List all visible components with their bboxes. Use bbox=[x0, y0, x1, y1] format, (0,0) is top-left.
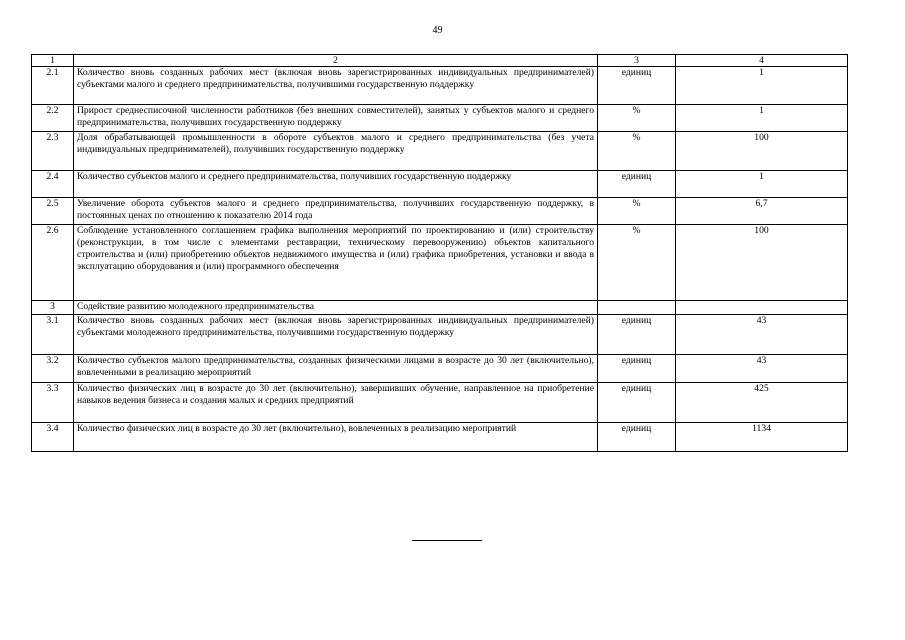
indicator-text: Количество физических лиц в возрасте до 30 лет (включительно), вовлеченных в реализацию мероприятий bbox=[74, 423, 598, 452]
indicator-text: Количество субъектов малого предпринимательства, созданных физическими лицами в возрасте до 30 лет (включительно), вовлеченными в реализацию мероприятий bbox=[74, 355, 598, 383]
row-number: 2.2 bbox=[32, 105, 74, 132]
unit-cell bbox=[598, 301, 676, 315]
table-row bbox=[32, 171, 848, 198]
value-cell: 1134 bbox=[676, 423, 848, 452]
unit-cell: % bbox=[598, 105, 676, 132]
end-rule bbox=[412, 540, 482, 541]
indicator-text: Количество вновь созданных рабочих мест (включая вновь зарегистрированных индивидуальных предпринимателей) субъектами малого и среднего предпринимательства, получившими государственную поддержку bbox=[74, 67, 598, 105]
value-cell: 43 bbox=[676, 315, 848, 355]
indicator-text: Увеличение оборота субъектов малого и среднего предпринимательства, получивших государственную поддержку, в постоянных ценах по отношению к показателю 2014 года bbox=[74, 198, 598, 225]
table-header-row bbox=[32, 55, 848, 67]
row-number: 2.1 bbox=[32, 67, 74, 105]
value-cell bbox=[676, 301, 848, 315]
table-row bbox=[32, 225, 848, 301]
column-header: 1 bbox=[32, 55, 74, 67]
page-number: 49 bbox=[432, 25, 443, 36]
indicator-text: Прирост среднесписочной численности работников (без внешних совместителей), занятых у субъектов малого и среднего предпринимательства, получивших государственную поддержку bbox=[74, 105, 598, 132]
value-cell: 1 bbox=[676, 171, 848, 198]
indicator-text: Количество вновь созданных рабочих мест (включая вновь зарегистрированных индивидуальных предпринимателей) субъектами молодежного предпринимательства, получившими государственную поддержку bbox=[74, 315, 598, 355]
indicator-text: Количество физических лиц в возрасте до 30 лет (включительно), завершивших обучение, направленное на приобретение навыков ведения бизнеса и создания малых и средних предприятий bbox=[74, 383, 598, 423]
value-cell: 425 bbox=[676, 383, 848, 423]
value-cell: 1 bbox=[676, 67, 848, 105]
row-number: 2.3 bbox=[32, 132, 74, 171]
table-row bbox=[32, 132, 848, 171]
section-title: Содействие развитию молодежного предпринимательства bbox=[74, 301, 598, 315]
unit-cell: единиц bbox=[598, 315, 676, 355]
table-row bbox=[32, 198, 848, 225]
row-number: 3.2 bbox=[32, 355, 74, 383]
table-row bbox=[32, 105, 848, 132]
value-cell: 100 bbox=[676, 132, 848, 171]
unit-cell: % bbox=[598, 198, 676, 225]
section-number: 3 bbox=[32, 301, 74, 315]
value-cell: 100 bbox=[676, 225, 848, 301]
unit-cell: единиц bbox=[598, 67, 676, 105]
value-cell: 6,7 bbox=[676, 198, 848, 225]
table-row bbox=[32, 383, 848, 423]
row-number: 2.4 bbox=[32, 171, 74, 198]
unit-cell: единиц bbox=[598, 171, 676, 198]
row-number: 3.1 bbox=[32, 315, 74, 355]
table-row bbox=[32, 355, 848, 383]
unit-cell: единиц bbox=[598, 423, 676, 452]
indicator-text: Соблюдение установленного соглашением графика выполнения мероприятий по проектированию и (или) строительству (реконструкции, в том числе с элементами реставрации, техническому перевооружению) объектов капитального строительства и (или) приобретению объектов недвижимого имущества и (или) графика приобретения, установки и ввода в эксплуатацию оборудования и (или) программного обеспечения bbox=[74, 225, 598, 301]
unit-cell: единиц bbox=[598, 355, 676, 383]
indicator-text: Доля обрабатывающей промышленности в обороте субъектов малого и среднего предпринимательства (без учета индивидуальных предпринимателей), получивших государственную поддержку bbox=[74, 132, 598, 171]
indicators-table bbox=[31, 54, 848, 452]
unit-cell: % bbox=[598, 225, 676, 301]
table-row bbox=[32, 67, 848, 105]
section-row bbox=[32, 301, 848, 315]
unit-cell: единиц bbox=[598, 383, 676, 423]
value-cell: 1 bbox=[676, 105, 848, 132]
indicator-text: Количество субъектов малого и среднего предпринимательства, получивших государственную поддержку bbox=[74, 171, 598, 198]
unit-cell: % bbox=[598, 132, 676, 171]
row-number: 3.3 bbox=[32, 383, 74, 423]
table-row bbox=[32, 423, 848, 452]
row-number: 3.4 bbox=[32, 423, 74, 452]
value-cell: 43 bbox=[676, 355, 848, 383]
column-header: 3 bbox=[598, 55, 676, 67]
column-header: 2 bbox=[74, 55, 598, 67]
column-header: 4 bbox=[676, 55, 848, 67]
row-number: 2.6 bbox=[32, 225, 74, 301]
table-row bbox=[32, 315, 848, 355]
row-number: 2.5 bbox=[32, 198, 74, 225]
